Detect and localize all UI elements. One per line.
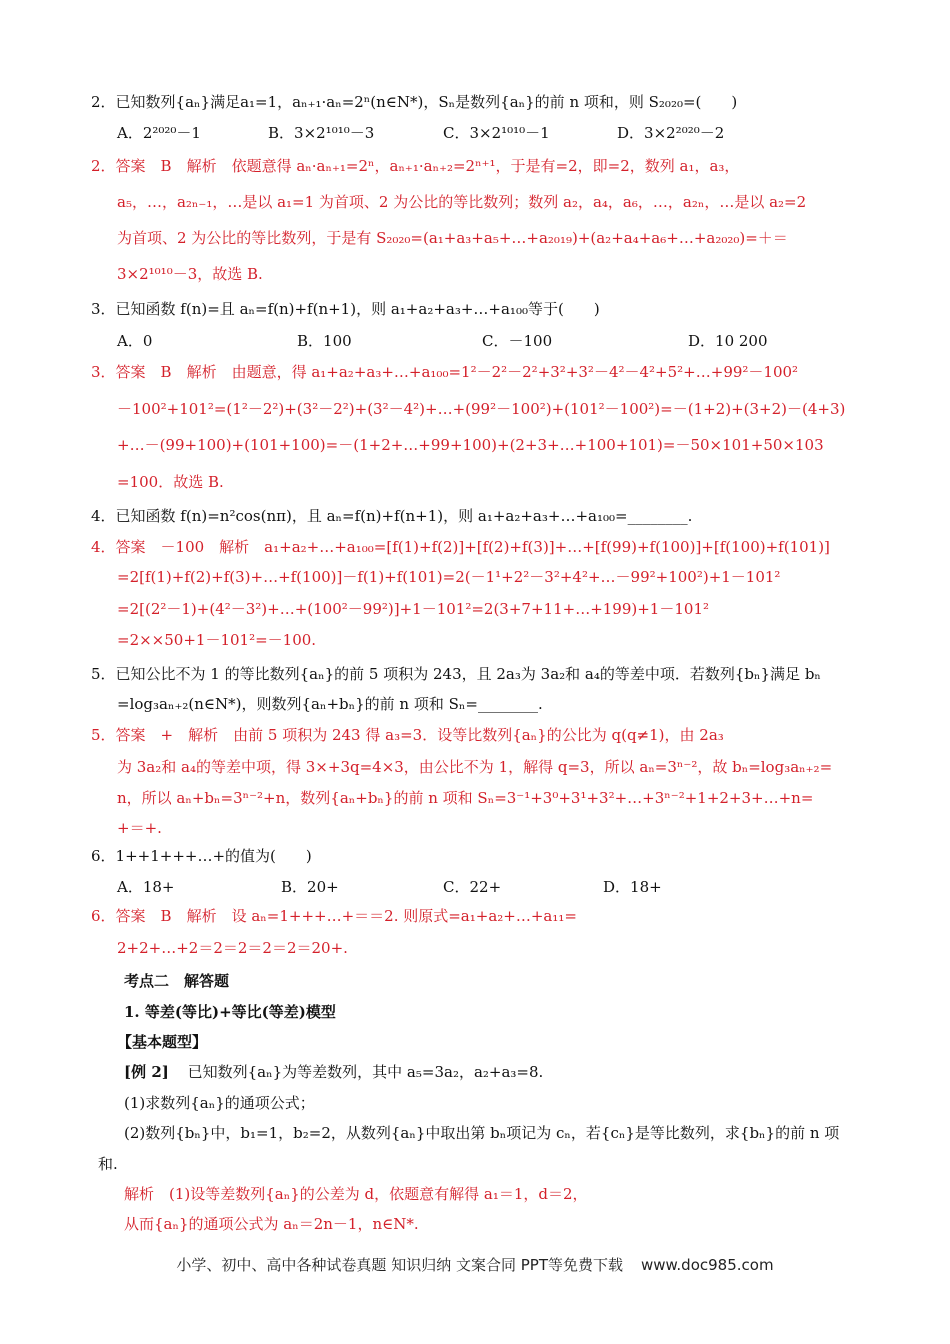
q4-answer-line: 4．答案 －100 解析 a₁+a₂+…+a₁₀₀=[f(1)+f(2)]+[f(2)+f(3)]+…+[f(99)+f(100)]+[f(100)+f(101)] (91, 538, 830, 556)
example2-part1: (1)求数列{aₙ}的通项公式； (124, 1094, 315, 1112)
q5-stem-line: 5．已知公比不为 1 的等比数列{aₙ}的前 5 项积为 243，且 2a₃为 3a₂和 a₄的等差中项．若数列{bₙ}满足 bₙ (91, 665, 821, 683)
q6-option-d: D．18+ (603, 878, 662, 896)
q3-answer-line: －100²+101²=(1²－2²)+(3²－2²)+(3²－4²)+…+(99²－100²)+(101²－100²)=－(1+2)+(3+2)－(4+3) (117, 400, 846, 418)
page-footer (0, 1254, 950, 1275)
example2-part2-line: 和. (98, 1155, 118, 1173)
q3-option-a: A．0 (117, 332, 153, 350)
q3-option-d: D．10 200 (688, 332, 768, 350)
q4-answer-line: =2[f(1)+f(2)+f(3)+…+f(100)]－f(1)+f(101)=2(－1¹+2²－3²+4²+…－99²+100²)+1－101² (117, 568, 781, 586)
footer-text: 小学、初中、高中各种试卷真题 知识归纳 文案合同 PPT等免费下载 (176, 1256, 623, 1274)
example2-part2-line: (2)数列{bₙ}中，b₁=1，b₂=2，从数列{aₙ}中取出第 bₙ项记为 cₙ，若{cₙ}是等比数列，求{bₙ}的前 n 项 (124, 1124, 840, 1142)
q6-option-a: A．18+ (117, 878, 175, 896)
q3-option-c: C．－100 (482, 332, 553, 350)
q6-answer-line: 2+2+…+2＝2＝2＝2＝2＝20+. (117, 939, 348, 957)
section-subtitle: 1. 等差(等比)+等比(等差)模型 (124, 1003, 336, 1021)
q5-answer-line: 为 3a₂和 a₄的等差中项，得 3×+3q=4×3，由公比不为 1，解得 q=3，所以 aₙ=3ⁿ⁻²，故 bₙ=log₃aₙ₊₂= (117, 758, 833, 776)
q6-answer-line: 6．答案 B 解析 设 aₙ=1+++…+＝＝2. 则原式=a₁+a₂+…+a₁₁= (91, 907, 577, 925)
q2-option-a: A．2²⁰²⁰－1 (117, 124, 201, 142)
q3-answer-line: 3．答案 B 解析 由题意，得 a₁+a₂+a₃+…+a₁₀₀=1²－2²－2²+3²+3²－4²－4²+5²+…+99²－100² (91, 363, 799, 381)
example2-solution-line: 解析 (1)设等差数列{aₙ}的公差为 d，依题意有解得 a₁＝1，d＝2， (124, 1185, 588, 1203)
q5-answer-line: 5．答案 + 解析 由前 5 项积为 243 得 a₃=3．设等比数列{aₙ}的公比为 q(q≠1)，由 2a₃ (91, 726, 724, 744)
q2-option-c: C．3×2¹⁰¹⁰－1 (443, 124, 550, 142)
section-tag: 【基本题型】 (117, 1033, 208, 1051)
q2-answer-line: 2．答案 B 解析 依题意得 aₙ·aₙ₊₁=2ⁿ，aₙ₊₁·aₙ₊₂=2ⁿ⁺¹，于是有=2，即=2，数列 a₁，a₃， (91, 157, 740, 175)
q5-answer-line: +＝+. (117, 819, 162, 837)
q6-stem: 6．1++1+++…+的值为( ) (91, 847, 312, 865)
q3-stem: 3．已知函数 f(n)=且 aₙ=f(n)+f(n+1)，则 a₁+a₂+a₃+…+a₁₀₀等于( ) (91, 300, 600, 318)
q4-answer-line: =2××50+1－101²=－100. (117, 631, 317, 649)
section-title: 考点二 解答题 (124, 972, 230, 990)
q4-stem: 4．已知函数 f(n)=n²cos(nπ)，且 aₙ=f(n)+f(n+1)，则 a₁+a₂+a₃+…+a₁₀₀=________. (91, 507, 693, 525)
q2-answer-line: 为首项、2 为公比的等比数列，于是有 S₂₀₂₀=(a₁+a₃+a₅+…+a₂₀₁₉)+(a₂+a₄+a₆+…+a₂₀₂₀)=＋＝ (117, 229, 788, 247)
q2-option-d: D．3×2²⁰²⁰－2 (617, 124, 725, 142)
example2-solution-line: 从而{aₙ}的通项公式为 aₙ＝2n－1，n∈N*. (124, 1215, 419, 1233)
q4-answer-line: =2[(2²－1)+(4²－3²)+…+(100²－99²)]+1－101²=2(3+7+11+…+199)+1－101² (117, 600, 709, 618)
q6-option-b: B．20+ (281, 878, 339, 896)
q6-option-c: C．22+ (443, 878, 502, 896)
q3-option-b: B．100 (297, 332, 352, 350)
example2-stem (124, 1061, 543, 1083)
q2-answer-line: a₅，…，a₂ₙ₋₁，…是以 a₁=1 为首项、2 为公比的等比数列；数列 a₂，a₄，a₆，…，a₂ₙ，…是以 a₂=2 (117, 193, 807, 211)
example2-label: [例 2] (124, 1063, 169, 1081)
q2-answer-line: 3×2¹⁰¹⁰－3，故选 B. (117, 265, 263, 283)
footer-url[interactable]: www.doc985.com (640, 1256, 774, 1274)
example2-stem-text: 已知数列{aₙ}为等差数列，其中 a₅=3a₂，a₂+a₃=8. (187, 1063, 544, 1081)
q2-option-b: B．3×2¹⁰¹⁰－3 (268, 124, 375, 142)
q5-answer-line: n，所以 aₙ+bₙ=3ⁿ⁻²+n，数列{aₙ+bₙ}的前 n 项和 Sₙ=3⁻¹+3⁰+3¹+3²+…+3ⁿ⁻²+1+2+3+…+n= (117, 789, 814, 807)
q3-answer-line: +…－(99+100)+(101+100)=－(1+2+…+99+100)+(2+3+…+100+101)=－50×101+50×103 (117, 436, 824, 454)
q5-stem-line: =log₃aₙ₊₂(n∈N*)，则数列{aₙ+bₙ}的前 n 项和 Sₙ=________. (117, 695, 543, 713)
q2-stem: 2．已知数列{aₙ}满足a₁=1，aₙ₊₁·aₙ=2ⁿ(n∈N*)，Sₙ是数列{aₙ}的前 n 项和，则 S₂₀₂₀=( ) (91, 93, 738, 111)
q3-answer-line: =100．故选 B. (117, 473, 224, 491)
